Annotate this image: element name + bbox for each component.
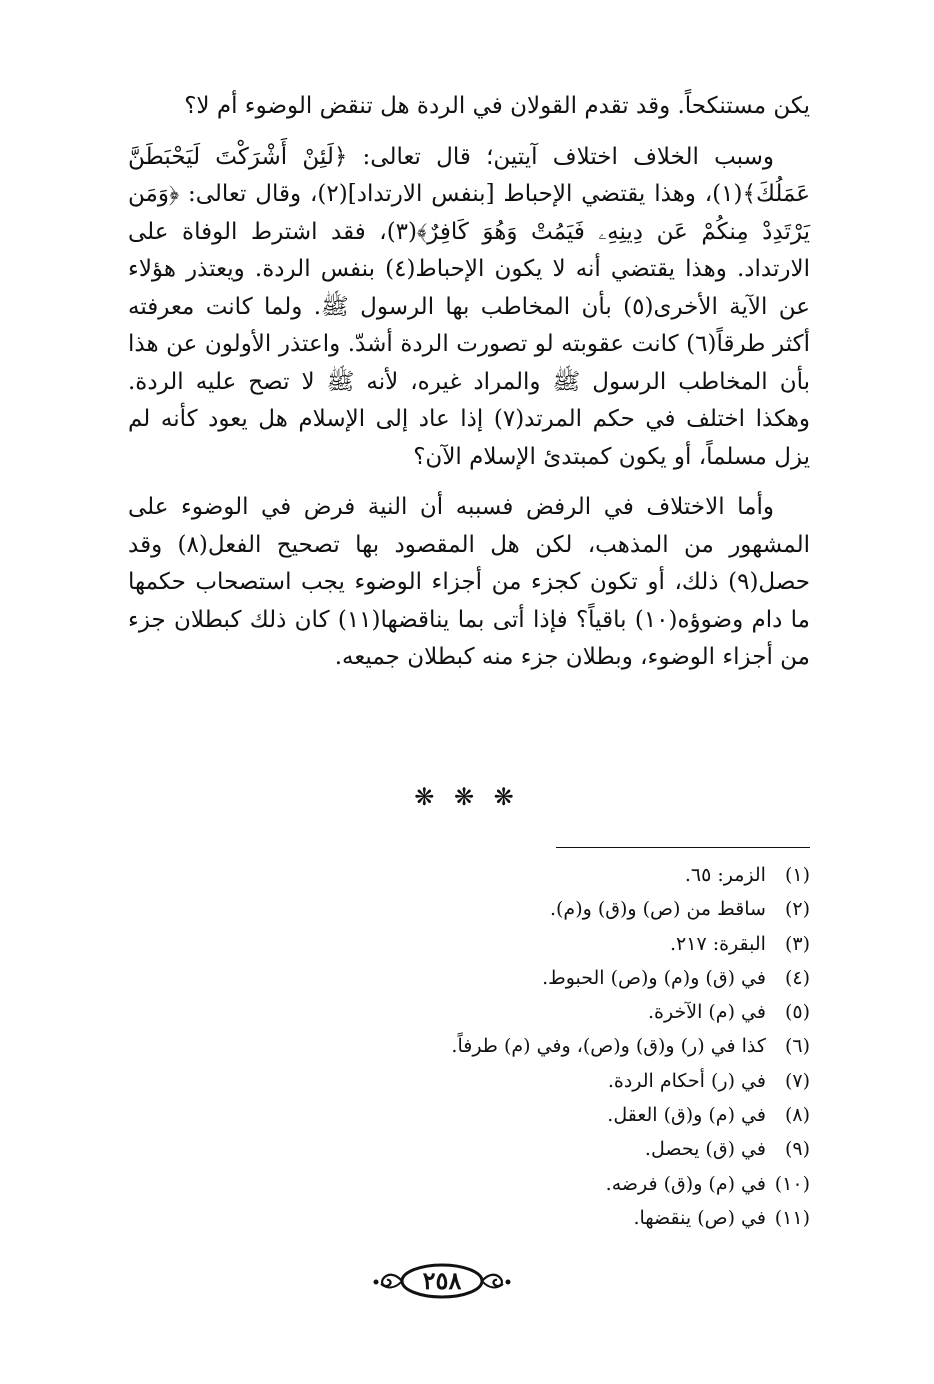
footnote <box>300 1132 810 1166</box>
footnote-number: (٦) <box>784 1035 810 1058</box>
footnote-number: (٨) <box>784 1104 810 1127</box>
footnote-divider <box>556 847 810 848</box>
footnotes-list <box>300 858 810 1235</box>
footnote-text: في (ق) يحصل. <box>644 1138 766 1161</box>
footnote-number: (٣) <box>784 932 810 955</box>
footnote-text: في (ق) و(م) و(ص) الحبوط. <box>542 966 766 989</box>
footnote <box>300 961 810 995</box>
paragraph: يكن مستنكحاً. وقد تقدم القولان في الردة هل تنقض الوضوء أم لا؟ <box>184 93 810 119</box>
footnote <box>300 892 810 926</box>
footnote-number: (١٠) <box>774 1172 810 1195</box>
footnote <box>300 927 810 961</box>
body-text <box>128 88 810 690</box>
footnote-text: البقرة: ٢١٧. <box>669 932 766 955</box>
footnote-text: الزمر: ٦٥. <box>684 864 766 886</box>
footnote <box>300 995 810 1029</box>
footnote <box>300 858 810 892</box>
footnote-number: (٤) <box>784 966 810 989</box>
footnote-text: في (م) الآخرة. <box>648 1001 766 1024</box>
footnote <box>300 1064 810 1098</box>
footnote-number: (٧) <box>784 1069 810 1092</box>
footnote <box>300 1201 810 1235</box>
footnote-text: في (ص) ينقضها. <box>633 1206 766 1229</box>
footnote-number: (٥) <box>784 1001 810 1024</box>
footnote-text: في (م) و(ق) العقل. <box>607 1104 766 1127</box>
paragraph: وأما الاختلاف في الرفض فسببه أن النية فرض في الوضوء على المشهور من المذهب، لكن هل المقصود بها تصحيح الفعل(٨) وقد حصل(٩) ذلك، أو تكون كجزء من أجزاء الوضوء يجب استصحاب حكمها ما دام وضوؤه(١٠) باقياً؟ فإذا أتى بما يناقضها(١١) كان ذلك كبطلان جزء من أجزاء الوضوء، وبطلان جزء منه كبطلان جميعه. <box>128 494 811 670</box>
page-number-badge <box>367 1259 517 1303</box>
paragraph: وسبب الخلاف اختلاف آيتين؛ قال تعالى: ﴿لَئِنْ أَشْرَكْتَ لَيَحْبَطَنَّ عَمَلُكَ﴾(١)، وهذا يقتضي الإحباط [بنفس الارتداد](٢)، وقال تعالى: ﴿وَمَن يَرْتَدِدْ مِنكُمْ عَن دِينِهِۦ فَيَمُتْ وَهُوَ كَافِرٌ﴾(٣)، فقد اشترط الوفاة على الارتداد. وهذا يقتضي أنه لا يكون الإحباط(٤) بنفس الردة. ويعتذر هؤلاء عن الآية الأخرى(٥) بأن المخاطب بها الرسول ﷺ. ولما كانت معرفته أكثر طرقاً(٦) كانت عقوبته لو تصورت الردة أشدّ. واعتذر الأولون عن هذا بأن المخاطب الرسول ﷺ والمراد غيره، لأنه ﷺ لا تصح عليه الردة. وهكذا اختلف في حكم المرتد(٧) إذا عاد إلى الإسلام هل يعود كأنه لم يزل مسلماً، أو يكون كمبتدئ الإسلام الآن؟ <box>128 143 810 470</box>
page-number: ٢٥٨ <box>422 1266 462 1295</box>
footnote-number: (١١) <box>774 1206 810 1229</box>
footnote-text: في (ر) أحكام الردة. <box>607 1069 766 1092</box>
section-separator: ❋ ❋ ❋ <box>414 783 520 811</box>
footnote <box>300 1167 810 1201</box>
footnote-text: في (م) و(ق) فرضه. <box>605 1172 766 1195</box>
footnote-number: (٢) <box>784 898 810 921</box>
footnote-number: (١) <box>784 864 810 886</box>
footnote-text: كذا في (ر) و(ق) و(ص)، وفي (م) طرفاً. <box>451 1035 766 1058</box>
footnote <box>300 1029 810 1063</box>
footnote <box>300 1098 810 1132</box>
footnote-text: ساقط من (ص) و(ق) و(م). <box>549 898 766 921</box>
footnote-number: (٩) <box>784 1138 810 1161</box>
